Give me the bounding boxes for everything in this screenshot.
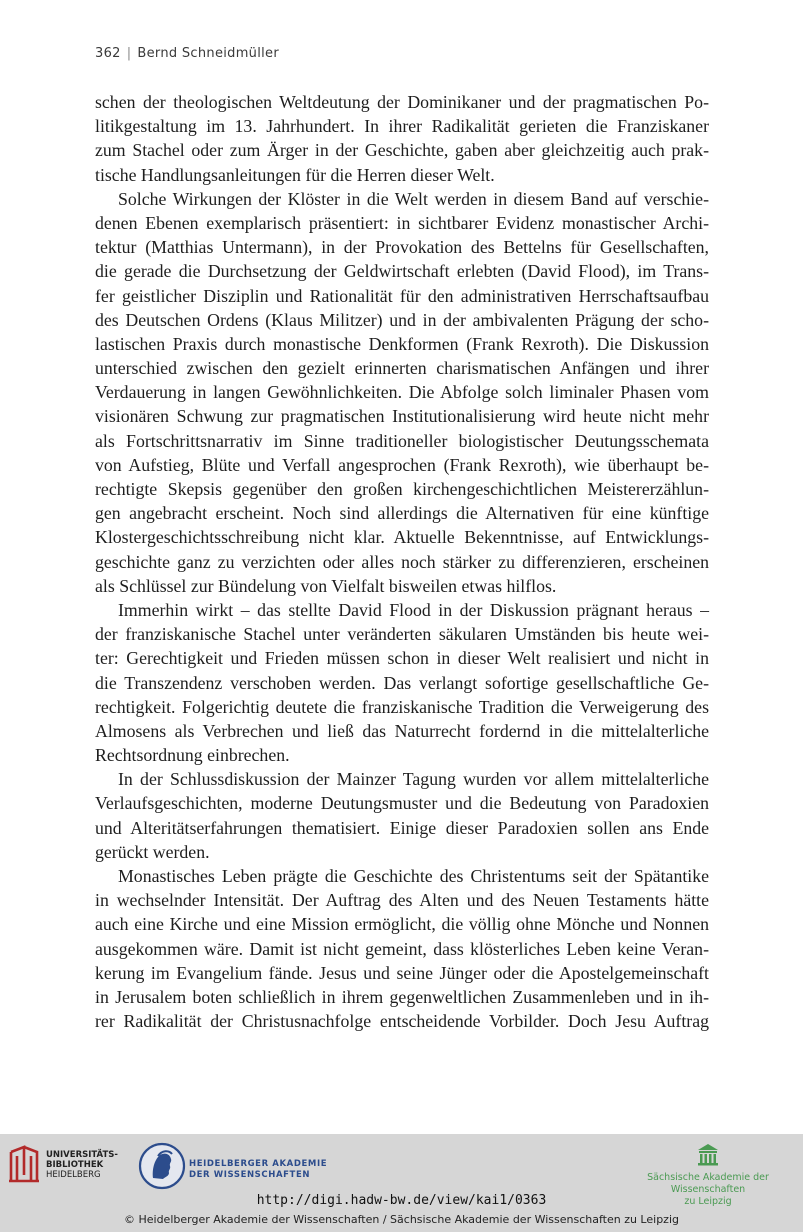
text-line: denen Ebenen exemplarisch präsentiert: in sichtbarer Evidenz monastischer Archi- — [95, 212, 709, 233]
text-line: tische Handlungsanleitungen für die Herren dieser Welt. — [95, 164, 495, 185]
text-line: litikgestaltung im 13. Jahrhundert. In ihrer Radikalität gerieten die Franziskaner — [95, 116, 709, 137]
ub-logo-mark-icon — [8, 1144, 42, 1184]
author-name: Bernd Schneidmüller — [137, 46, 279, 61]
hadw-logo[interactable] — [138, 1142, 338, 1196]
text-line: lastischen Praxis durch monastische Denkformen (Frank Rexroth). Die Diskussion — [95, 333, 709, 354]
ub-logo-line3: HEIDELBERG — [46, 1170, 101, 1180]
copyright-notice: © Heidelberger Akademie der Wissenschaften / Sächsische Akademie der Wissenschaften zu Leipzig — [123, 1213, 679, 1226]
text-line: schen der theologischen Weltdeutung der Dominikaner und der pragmatischen Po- — [95, 92, 709, 112]
text-line: die Transzendenz verschoben werden. Das verlangt sofortige gesellschaftliche Ge- — [95, 672, 709, 693]
running-head — [95, 46, 279, 61]
text-line: tektur (Matthias Untermann), in der Provokation des Bettelns für Gesellschaften, — [95, 237, 709, 258]
saw-building-icon — [697, 1142, 719, 1166]
ub-heidelberg-logo[interactable] — [8, 1142, 128, 1192]
text-line: geschichte ganz zu verzichten oder alles noch stärker zu differenzieren, erscheinen — [95, 551, 709, 572]
text-line: In der Schlussdiskussion der Mainzer Tagung wurden vor allem mittelalterliche — [118, 769, 709, 790]
text-line: ter: Gerechtigkeit und Frieden müssen schon in dieser Welt realisiert und nicht in — [95, 648, 709, 669]
text-line: auch eine Kirche und eine Mission ermöglicht, die völlig ohne Mönche und Nonnen — [95, 914, 709, 935]
text-line: Rechtsordnung einbrechen. — [95, 745, 290, 766]
text-line: gerückt werden. — [95, 841, 210, 862]
header-separator: | — [126, 46, 132, 61]
text-line: und Alteritätserfahrungen thematisiert. Einige dieser Paradoxien sollen ans Ende — [95, 817, 709, 838]
text-line: in Jerusalem boten schließlich in ihrem gegenweltlichen Zusammenleben und in ih- — [95, 986, 709, 1007]
text-line: Solche Wirkungen der Klöster in die Welt werden in diesem Band auf verschie- — [118, 188, 709, 209]
text-line: unterschied zwischen den gezielt erinnerten charismatischen Anfängen und ihrer — [95, 358, 709, 379]
text-line: Verlaufsgeschichten, moderne Deutungsmuster und die Bedeutung von Paradoxien — [95, 793, 709, 814]
text-line: visionären Schwung zur pragmatischen Institutionalisierung wird heute nicht mehr — [95, 406, 709, 427]
ub-logo-line2: BIBLIOTHEK — [46, 1160, 104, 1170]
text-line: die gerade die Durchsetzung der Geldwirtschaft erlebten (David Flood), im Trans- — [95, 261, 709, 282]
hadw-logo-line2: DER WISSENSCHAFTEN — [189, 1170, 311, 1180]
text-line: von Aufstieg, Blüte und Verfall angesprochen (Frank Rexroth), wie überhaupt be- — [95, 454, 709, 475]
text-line: in wechselnder Intensität. Der Auftrag des Alten und des Neuen Testaments hätte — [95, 890, 709, 911]
text-line: rer Radikalität der Christusnachfolge entscheidende Vorbilder. Doch Jesu Auftrag — [95, 1011, 709, 1032]
text-line: des Deutschen Ordens (Klaus Militzer) und in der ambivalenten Prägung der scho- — [95, 309, 709, 330]
page-number: 362 — [95, 46, 121, 61]
text-line: fer geistlicher Disziplin und Rationalität für den administrativen Herrschaftsaufbau — [95, 285, 709, 306]
text-line: der franziskanische Stachel unter veränderten säkularen Umständen bis heute wei- — [95, 624, 709, 645]
saw-logo-line1: Sächsische Akademie der Wissenschaften — [647, 1172, 769, 1195]
text-line: rechtigte Skepsis gegenüber den großen kirchengeschichtlichen Meistererzählun- — [95, 479, 709, 499]
text-line: ausgekommen wäre. Damit ist nicht gemeint, dass klösterliches Leben keine Veran- — [95, 938, 709, 959]
minerva-head-icon — [138, 1142, 186, 1190]
text-line: als Schlüssel zur Bündelung von Vielfalt bisweilen etwas hilflos. — [95, 575, 557, 596]
saw-logo-line2: zu Leipzig — [684, 1196, 732, 1207]
text-line: kerung im Evangelium fände. Jesus und seine Jünger oder die Apostelgemeinschaft — [95, 962, 709, 983]
hadw-logo-line1: HEIDELBERGER AKADEMIE — [189, 1159, 328, 1169]
text-line: zum Stachel oder zum Ärger in der Geschichte, gaben aber gleichzeitig auch prak- — [95, 140, 709, 161]
text-line: als Fortschrittsnarrativ im Sinne traditioneller biologistischer Deutungsschemata — [95, 430, 709, 451]
text-line: Klostergeschichtsschreibung nicht klar. Aktuelle Bekenntnisse, auf Entwicklungs- — [95, 527, 709, 548]
text-line: Immerhin wirkt – das stellte David Flood in der Diskussion prägnant heraus – — [118, 599, 709, 620]
text-line: gen angebracht erscheint. Noch sind allerdings die Alternativen für eine künftige — [95, 503, 709, 524]
text-line: rechtigkeit. Folgerichtig deutete die franziskanische Tradition die Verweigerung des — [95, 696, 709, 717]
body-text — [95, 90, 709, 1033]
text-line: Monastisches Leben prägte die Geschichte des Christentums seit der Spätantike — [118, 866, 709, 886]
ub-logo-line1: UNIVERSITÄTS- — [46, 1150, 118, 1160]
text-line: Almosens als Verbrechen und ließ das Naturrecht fordernd in die mittelalterliche — [95, 720, 709, 741]
permalink-url[interactable]: http://digi.hadw-bw.de/view/kai1/0363 — [256, 1193, 547, 1208]
text-line: Verdauerung in langen Gewöhnlichkeiten. Die Abfolge solch liminaler Phasen vom — [95, 382, 709, 403]
